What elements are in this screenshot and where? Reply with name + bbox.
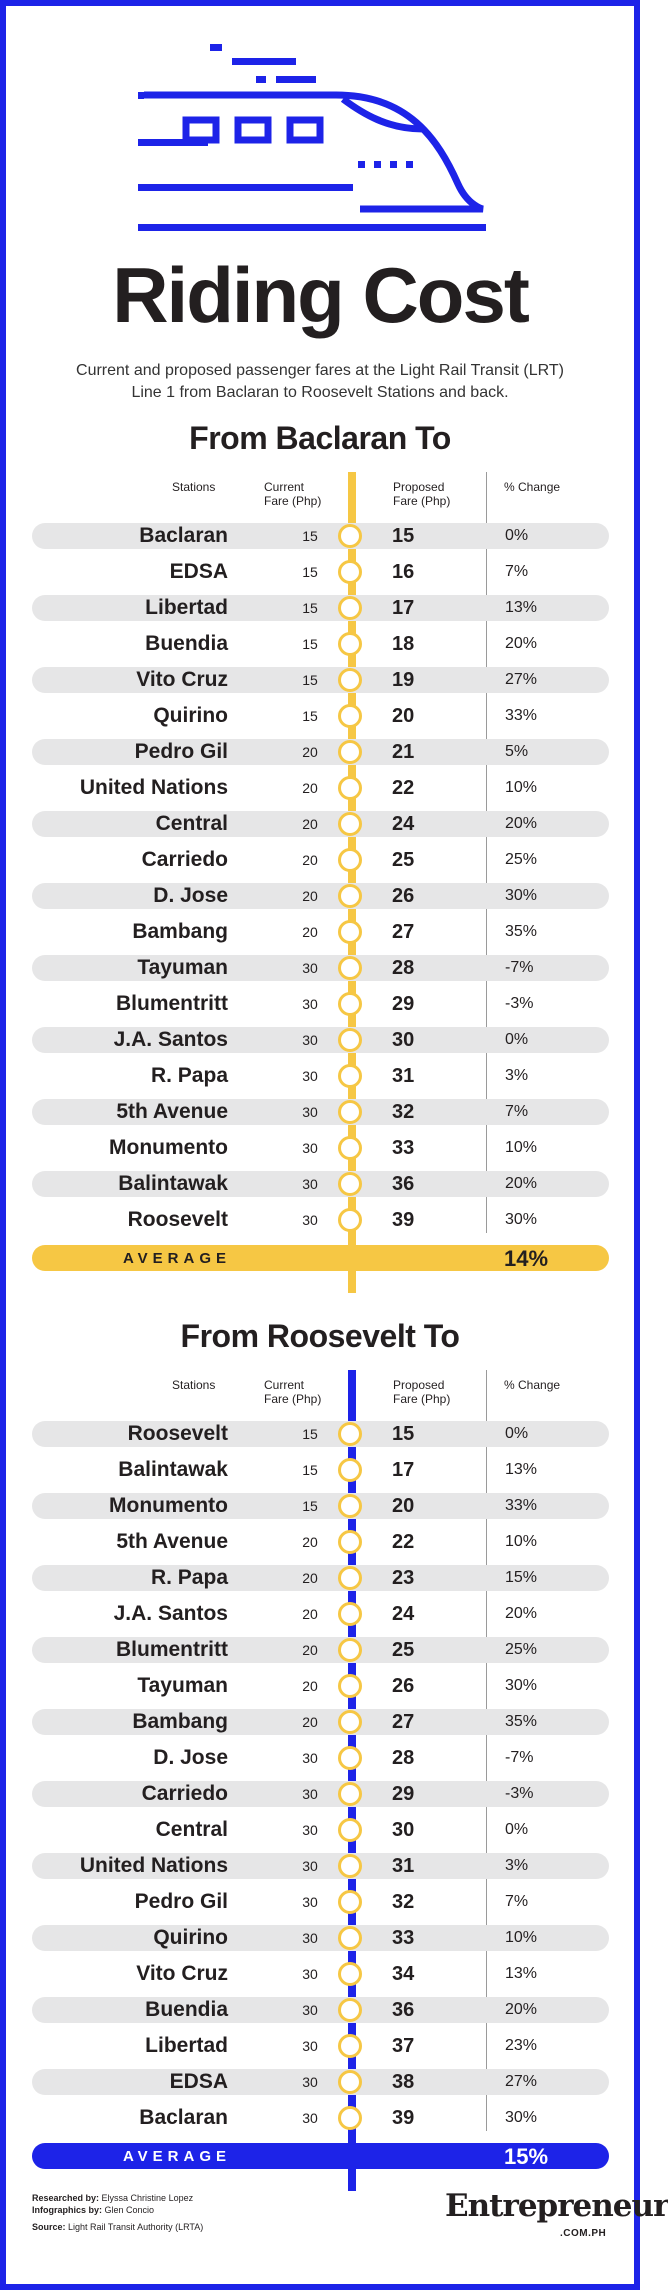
station-marker	[338, 812, 362, 836]
percent-change: 23%	[505, 2037, 538, 2054]
current-fare: 30	[302, 1858, 318, 1874]
table-row	[32, 1925, 609, 1951]
percent-change: 7%	[505, 1893, 529, 1910]
percent-change: -7%	[505, 1749, 534, 1766]
station-name: Blumentritt	[116, 992, 228, 1015]
header-proposed-line2: Fare (Php)	[393, 1392, 451, 1406]
table-row	[32, 1171, 609, 1197]
proposed-fare: 25	[392, 1639, 415, 1661]
source-name: Light Rail Transit Authority (LRTA)	[68, 2222, 204, 2232]
table-row	[32, 1601, 609, 1627]
current-fare: 15	[302, 1426, 318, 1442]
header-proposed-line1: Proposed	[393, 1378, 445, 1392]
average-value: 14%	[504, 1246, 549, 1271]
proposed-fare: 20	[392, 1495, 415, 1517]
percent-change: 33%	[505, 1497, 538, 1514]
table-row	[32, 1135, 609, 1161]
percent-change: 3%	[505, 1067, 529, 1084]
station-marker	[338, 560, 362, 584]
station-marker	[338, 1028, 362, 1052]
station-marker	[338, 704, 362, 728]
current-fare: 20	[302, 744, 318, 760]
page-subtitle: Current and proposed passenger fares at the Light Rail Transit (LRT) Line 1 from Baclaran to Roosevelt Stations and back.	[76, 362, 564, 401]
percent-change: 20%	[505, 815, 538, 832]
proposed-fare: 38	[392, 2071, 415, 2093]
percent-change: 20%	[505, 635, 538, 652]
station-name: Monumento	[109, 1136, 228, 1159]
percent-change: -3%	[505, 1785, 534, 1802]
percent-change: -3%	[505, 995, 534, 1012]
percent-change: 3%	[505, 1857, 529, 1874]
current-fare: 15	[302, 708, 318, 724]
proposed-fare: 15	[392, 1423, 415, 1445]
station-marker	[338, 1566, 362, 1590]
station-name: Libertad	[145, 2034, 228, 2057]
proposed-fare: 28	[392, 957, 415, 979]
percent-change: 13%	[505, 1461, 538, 1478]
current-fare: 30	[302, 2002, 318, 2018]
station-marker	[338, 524, 362, 548]
station-name: EDSA	[169, 560, 228, 583]
header-change: % Change	[504, 1378, 561, 1392]
station-marker	[338, 1782, 362, 1806]
percent-change: 10%	[505, 779, 538, 796]
proposed-fare: 15	[392, 525, 415, 547]
station-name: EDSA	[169, 2070, 228, 2093]
current-fare: 30	[302, 1068, 318, 1084]
station-marker	[338, 2034, 362, 2058]
station-marker	[338, 1530, 362, 1554]
percent-change: -7%	[505, 959, 534, 976]
station-name: Buendia	[145, 632, 228, 655]
station-marker	[338, 1172, 362, 1196]
table-row	[32, 1853, 609, 1879]
proposed-fare: 23	[392, 1567, 415, 1589]
header-current-line1: Current	[264, 480, 305, 494]
proposed-fare: 24	[392, 1603, 415, 1625]
station-name: R. Papa	[150, 1566, 228, 1589]
current-fare: 20	[302, 924, 318, 940]
table-row	[32, 595, 609, 621]
header-proposed-fare	[393, 1378, 450, 1406]
station-name: J.A. Santos	[113, 1028, 228, 1051]
entrepreneur-logo: Entrepreneur	[445, 2188, 668, 2224]
proposed-fare: 27	[392, 921, 415, 943]
station-name: Balintawak	[118, 1458, 228, 1481]
percent-change: 27%	[505, 2073, 538, 2090]
station-marker	[338, 1854, 362, 1878]
percent-change: 27%	[505, 671, 538, 688]
header-change: % Change	[504, 480, 561, 494]
current-fare: 30	[302, 1930, 318, 1946]
proposed-fare: 26	[392, 885, 415, 907]
station-marker	[338, 1962, 362, 1986]
header-current-fare	[264, 480, 321, 508]
current-fare: 30	[302, 996, 318, 1012]
station-name: Central	[155, 812, 228, 835]
proposed-fare: 32	[392, 1101, 415, 1123]
station-marker	[338, 992, 362, 1016]
table-row	[32, 1817, 609, 1843]
average-label: AVERAGE	[122, 1250, 232, 1267]
station-name: Monumento	[109, 1494, 228, 1517]
table-row	[32, 1027, 609, 1053]
proposed-fare: 39	[392, 2107, 415, 2129]
proposed-fare: 36	[392, 1173, 415, 1195]
table-row	[32, 1565, 609, 1591]
proposed-fare: 29	[392, 1783, 415, 1805]
average-bar	[32, 2143, 609, 2169]
table-row	[32, 1673, 609, 1699]
current-fare: 30	[302, 960, 318, 976]
station-name: D. Jose	[153, 1746, 228, 1769]
proposed-fare: 39	[392, 1209, 415, 1231]
station-name: Carriedo	[141, 848, 228, 871]
percent-change: 30%	[505, 2109, 538, 2126]
station-name: United Nations	[79, 776, 228, 799]
station-marker	[338, 1926, 362, 1950]
proposed-fare: 22	[392, 777, 415, 799]
proposed-fare: 29	[392, 993, 415, 1015]
section-title: From Baclaran To	[189, 420, 451, 456]
proposed-fare: 33	[392, 1927, 415, 1949]
percent-change: 30%	[505, 887, 538, 904]
current-fare: 20	[302, 1714, 318, 1730]
table-row	[32, 1063, 609, 1089]
section-from-baclaran	[0, 420, 640, 1271]
current-fare: 20	[302, 1678, 318, 1694]
percent-change: 20%	[505, 1175, 538, 1192]
table-row	[32, 1529, 609, 1555]
percent-change: 20%	[505, 1605, 538, 1622]
table-row	[32, 1421, 609, 1447]
current-fare: 30	[302, 1212, 318, 1228]
station-name: United Nations	[79, 1854, 228, 1877]
train-icon	[138, 44, 502, 234]
station-marker	[338, 1710, 362, 1734]
current-fare: 30	[302, 1032, 318, 1048]
header-stations: Stations	[172, 480, 216, 494]
percent-change: 0%	[505, 527, 529, 544]
station-marker	[338, 1064, 362, 1088]
header-proposed-line2: Fare (Php)	[393, 494, 451, 508]
station-name: Blumentritt	[116, 1638, 228, 1661]
station-name: Pedro Gil	[134, 740, 228, 763]
percent-change: 7%	[505, 1103, 529, 1120]
percent-change: 25%	[505, 851, 538, 868]
station-name: J.A. Santos	[113, 1602, 228, 1625]
table-row	[32, 883, 609, 909]
table-row	[32, 739, 609, 765]
current-fare: 30	[302, 1750, 318, 1766]
current-fare: 30	[302, 2038, 318, 2054]
table-row	[32, 811, 609, 837]
station-name: Roosevelt	[127, 1208, 228, 1231]
station-name: Roosevelt	[127, 1422, 228, 1445]
station-marker	[338, 1422, 362, 1446]
station-name: 5th Avenue	[116, 1100, 228, 1123]
percent-change: 35%	[505, 923, 538, 940]
current-fare: 15	[302, 600, 318, 616]
table-row	[32, 1457, 609, 1483]
table-row	[32, 1889, 609, 1915]
current-fare: 30	[302, 1822, 318, 1838]
proposed-fare: 26	[392, 1675, 415, 1697]
proposed-fare: 31	[392, 1065, 415, 1087]
header-stations: Stations	[172, 1378, 216, 1392]
header-proposed-line1: Proposed	[393, 480, 445, 494]
percent-change: 35%	[505, 1713, 538, 1730]
proposed-fare: 17	[392, 1459, 415, 1481]
proposed-fare: 37	[392, 2035, 415, 2057]
section-title: From Roosevelt To	[180, 1318, 460, 1354]
proposed-fare: 19	[392, 669, 415, 691]
station-name: D. Jose	[153, 884, 228, 907]
proposed-fare: 27	[392, 1711, 415, 1733]
proposed-fare: 25	[392, 849, 415, 871]
proposed-fare: 24	[392, 813, 415, 835]
current-fare: 15	[302, 1462, 318, 1478]
station-name: Bambang	[132, 1710, 228, 1733]
station-name: Pedro Gil	[134, 1890, 228, 1913]
station-marker	[338, 956, 362, 980]
percent-change: 20%	[505, 2001, 538, 2018]
table-row	[32, 1745, 609, 1771]
current-fare: 15	[302, 1498, 318, 1514]
credits	[32, 2192, 203, 2233]
station-marker	[338, 1674, 362, 1698]
researched-name: Elyssa Christine Lopez	[101, 2193, 194, 2203]
average-bar	[32, 1245, 609, 1271]
table-row	[32, 559, 609, 585]
percent-change: 10%	[505, 1139, 538, 1156]
section-from-roosevelt	[0, 1318, 640, 2169]
proposed-fare: 36	[392, 1999, 415, 2021]
table-row	[32, 1099, 609, 1125]
page-title: Riding Cost	[112, 251, 528, 339]
current-fare: 30	[302, 1140, 318, 1156]
percent-change: 0%	[505, 1031, 529, 1048]
infographics-name: Glen Concio	[104, 2205, 155, 2215]
percent-change: 30%	[505, 1211, 538, 1228]
table-row	[32, 1709, 609, 1735]
current-fare: 30	[302, 1966, 318, 1982]
current-fare: 15	[302, 528, 318, 544]
station-name: Vito Cruz	[136, 1962, 228, 1985]
table-row	[32, 1961, 609, 1987]
header-current-line2: Fare (Php)	[264, 1392, 322, 1406]
header-proposed-fare	[393, 480, 450, 508]
current-fare: 30	[302, 2074, 318, 2090]
percent-change: 10%	[505, 1533, 538, 1550]
proposed-fare: 30	[392, 1819, 415, 1841]
station-name: Quirino	[153, 1926, 228, 1949]
table-row	[32, 1997, 609, 2023]
proposed-fare: 18	[392, 633, 415, 655]
station-name: Central	[155, 1818, 228, 1841]
station-marker	[338, 668, 362, 692]
station-name: Tayuman	[137, 956, 228, 979]
table-row	[32, 2069, 609, 2095]
station-marker	[338, 1746, 362, 1770]
proposed-fare: 34	[392, 1963, 415, 1985]
table-row	[32, 1637, 609, 1663]
station-name: Quirino	[153, 704, 228, 727]
station-name: Buendia	[145, 1998, 228, 2021]
average-label: AVERAGE	[122, 2148, 232, 2165]
proposed-fare: 33	[392, 1137, 415, 1159]
current-fare: 15	[302, 636, 318, 652]
current-fare: 20	[302, 816, 318, 832]
station-marker	[338, 2070, 362, 2094]
table-row	[32, 955, 609, 981]
station-marker	[338, 1818, 362, 1842]
current-fare: 15	[302, 672, 318, 688]
current-fare: 30	[302, 1894, 318, 1910]
station-marker	[338, 1458, 362, 1482]
station-marker	[338, 740, 362, 764]
proposed-fare: 22	[392, 1531, 415, 1553]
station-marker	[338, 632, 362, 656]
table-row	[32, 991, 609, 1017]
station-marker	[338, 1602, 362, 1626]
proposed-fare: 17	[392, 597, 415, 619]
header-current-fare	[264, 1378, 321, 1406]
station-name: Libertad	[145, 596, 228, 619]
percent-change: 30%	[505, 1677, 538, 1694]
station-name: Balintawak	[118, 1172, 228, 1195]
table-row	[32, 919, 609, 945]
current-fare: 20	[302, 780, 318, 796]
current-fare: 15	[302, 564, 318, 580]
table-row	[32, 523, 609, 549]
table-row	[32, 1493, 609, 1519]
current-fare: 20	[302, 1642, 318, 1658]
station-name: Tayuman	[137, 1674, 228, 1697]
station-marker	[338, 776, 362, 800]
station-name: Carriedo	[141, 1782, 228, 1805]
station-marker	[338, 1494, 362, 1518]
percent-change: 7%	[505, 563, 529, 580]
current-fare: 20	[302, 1534, 318, 1550]
station-name: R. Papa	[150, 1064, 228, 1087]
table-row	[32, 2033, 609, 2059]
table-row	[32, 703, 609, 729]
station-name: Baclaran	[139, 524, 228, 547]
percent-change: 33%	[505, 707, 538, 724]
infographics-label: Infographics by:	[32, 2205, 103, 2215]
percent-change: 0%	[505, 1821, 529, 1838]
proposed-fare: 16	[392, 561, 415, 583]
header-current-line1: Current	[264, 1378, 305, 1392]
current-fare: 30	[302, 1176, 318, 1192]
current-fare: 30	[302, 2110, 318, 2126]
table-row	[32, 1781, 609, 1807]
station-marker	[338, 920, 362, 944]
table-row	[32, 775, 609, 801]
station-name: Bambang	[132, 920, 228, 943]
station-marker	[338, 1998, 362, 2022]
proposed-fare: 20	[392, 705, 415, 727]
station-marker	[338, 1208, 362, 1232]
proposed-fare: 21	[392, 741, 415, 763]
proposed-fare: 32	[392, 1891, 415, 1913]
table-row	[32, 667, 609, 693]
station-name: Vito Cruz	[136, 668, 228, 691]
station-marker	[338, 596, 362, 620]
header-current-line2: Fare (Php)	[264, 494, 322, 508]
percent-change: 15%	[505, 1569, 538, 1586]
station-name: 5th Avenue	[116, 1530, 228, 1553]
percent-change: 13%	[505, 599, 538, 616]
current-fare: 30	[302, 1786, 318, 1802]
station-marker	[338, 1890, 362, 1914]
table-row	[32, 1207, 609, 1233]
current-fare: 20	[302, 1606, 318, 1622]
percent-change: 25%	[505, 1641, 538, 1658]
station-marker	[338, 848, 362, 872]
percent-change: 13%	[505, 1965, 538, 1982]
current-fare: 30	[302, 1104, 318, 1120]
proposed-fare: 28	[392, 1747, 415, 1769]
percent-change: 5%	[505, 743, 529, 760]
station-marker	[338, 1136, 362, 1160]
source-label: Source:	[32, 2222, 66, 2232]
current-fare: 20	[302, 888, 318, 904]
average-value: 15%	[504, 2144, 549, 2169]
station-name: Baclaran	[139, 2106, 228, 2129]
entrepreneur-domain: .COM.PH	[560, 2228, 607, 2239]
current-fare: 20	[302, 1570, 318, 1586]
percent-change: 10%	[505, 1929, 538, 1946]
station-marker	[338, 1638, 362, 1662]
researched-label: Researched by:	[32, 2193, 100, 2203]
proposed-fare: 31	[392, 1855, 415, 1877]
station-marker	[338, 884, 362, 908]
table-row	[32, 631, 609, 657]
current-fare: 20	[302, 852, 318, 868]
station-marker	[338, 2106, 362, 2130]
proposed-fare: 30	[392, 1029, 415, 1051]
station-marker	[338, 1100, 362, 1124]
table-row	[32, 2105, 609, 2131]
percent-change: 0%	[505, 1425, 529, 1442]
table-row	[32, 847, 609, 873]
